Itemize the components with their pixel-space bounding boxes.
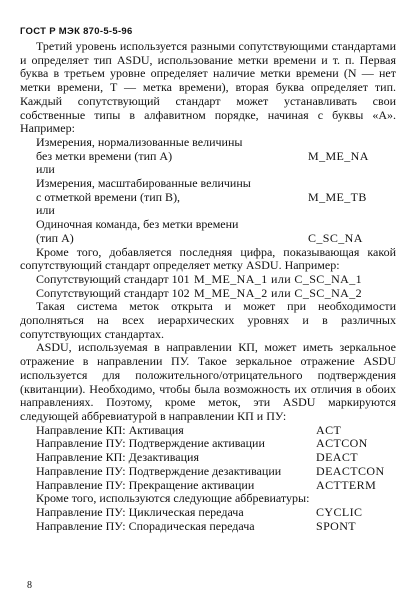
paragraph-last-digit: Кроме того, добавляется последняя цифра, показывающая какой сопутствующий стандарт определяет метку ASDU. Например: (20, 244, 396, 273)
example-code: M_ME_NA (308, 148, 369, 163)
page-number: 8 (27, 580, 32, 591)
example-line: (тип А) C_SC_NA (20, 232, 396, 246)
example-line: Одиночная команда, без метки времени (36, 217, 239, 232)
paragraph-additional: Кроме того, используются следующие аббревиатуры: (36, 491, 310, 506)
paragraph-mirror: ASDU, используемая в направлении КП, может иметь зеркальное отражение в направлении ПУ. Такое зеркальное отражение ASDU используется для положительного/отрицательного подтверждения (квитанции). Необходимо, чтобы была возможность их отличия в обоих направлениях. Поэтому, кроме меток, эти ASDU маркируются следующей аббревиатурой в направлении КП и ПУ: (20, 340, 396, 423)
standard-row: Сопутствующий стандарт 101 M_ME_NA_1 или C_SC_NA_1 (36, 271, 363, 286)
body-text (20, 40, 396, 533)
abbrev-row: Направление КП: Активация ACT (36, 422, 342, 437)
example-code: M_ME_TB (308, 189, 367, 204)
example-block-1 (20, 136, 396, 177)
example-line: Измерения, масштабированные величины (36, 176, 251, 191)
abbrev-row: Направление КП: Дезактивация DEACT (36, 450, 358, 465)
example-line: без метки времени (тип А) M_ME_NA (20, 150, 396, 164)
abbrev-row: Направление ПУ: Подтверждение активации ACTCON (36, 436, 368, 451)
example-line: с отметкой времени (тип В), M_ME_TB (20, 191, 396, 205)
or-word: или (36, 203, 55, 218)
abbrev-row: Направление ПУ: Подтверждение дезактивации DEACTCON (36, 463, 385, 478)
abbrev-row: Направление ПУ: Циклическая передача CYCLIC (36, 504, 363, 519)
paragraph-levels: Третий уровень используется разными сопутствующими стандартами и определяет тип ASDU, использование метки времени и т. п. Первая буква в третьем уровне определяет наличие метки времени (N — нет метки времени, T — метка времени), вторая буква определяет тип. Каждый сопутствующий стандарт может устанавливать свои собственные типы в алфавитном порядке, начиная с буквы «А». Например: (20, 39, 396, 136)
example-line: Измерения, нормализованные величины (36, 134, 243, 149)
example-block-3 (20, 218, 396, 245)
example-code: C_SC_NA (308, 230, 363, 245)
standard-row: Сопутствующий стандарт 102 M_ME_NA_2 или C_SC_NA_2 (36, 285, 363, 300)
example-block-2 (20, 177, 396, 218)
or-word: или (36, 162, 55, 177)
abbrev-row: Направление ПУ: Прекращение активации ACTTERM (36, 477, 377, 492)
abbrev-row: Направление ПУ: Спорадическая передача SPONT (36, 518, 357, 533)
page-header: ГОСТ Р МЭК 870-5-5-96 (20, 26, 133, 37)
paragraph-open-system: Такая система меток открыта и может при необходимости дополняться на всех иерархических уровнях и в различных сопутствующих стандартах. (20, 299, 396, 341)
